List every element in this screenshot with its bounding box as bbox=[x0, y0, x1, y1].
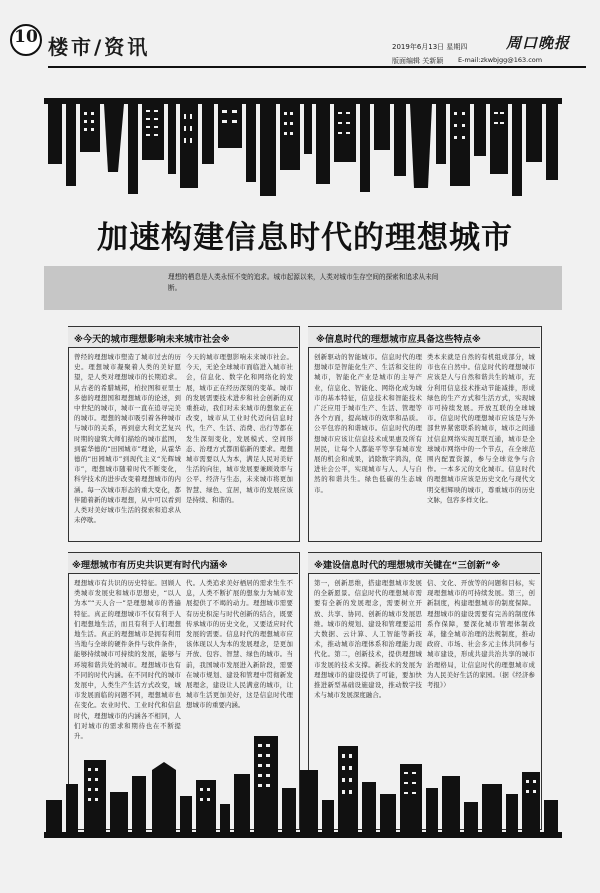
intro-text: 理想的栖息是人类永恒不变的追求。城市起源以来，人类对城市生存空间的探索和追求从未间断。 bbox=[168, 273, 439, 292]
section-title-4: ※建设信息时代的理想城市关键在“三创新”※ bbox=[314, 560, 501, 571]
header-rule bbox=[48, 66, 586, 68]
page-header bbox=[0, 0, 600, 70]
section-title-3: ※理想城市有历史共识更有时代内涵※ bbox=[72, 560, 228, 571]
bottom-cityscape-illustration bbox=[44, 700, 562, 840]
section-4-column-2: 信、文化、开放等的问题和目标，实现理想城市的可持续发展。第三，创新制度，构建理想城市的制度保障。理想城市的建设需要有完善的制度体系作保障，要深化城市管理体制改革，健全城市治理的法规制度，推动政府、市场、社会多元主体共同参与城市建设，形成共建共治共享的城市治理格局，让信息时代的理想城市成为人民美好生活的家园。（据《经济参考报》） bbox=[427, 579, 535, 690]
section-title-2: ※信息时代的理想城市应具备这些特点※ bbox=[316, 334, 481, 345]
section-1-column-1: 曾经的理想城市塑造了城市过去的历史。理想城市凝聚着人类的美好愿望，是人类对理想城市的长期追求。从古老的希腊城邦，柏拉图和亚里士多德的理想国和理想城市的论述，到中世纪的城市，城市一直在追寻完美的城市。理想的城市吸引着各种城市与城市的关系，再到意大利文艺复兴时期的建筑大师们描绘的城市蓝图，到霍华德的“田园城市”理论，从霍华德的“田园城市”到现代主义“光辉城市”，理想城市随着时代不断变化，科学技术的进步改变着理想城市的内涵。每一次城市形态的重大变化，都伴随着新的城市理想，从中可以看到人类对美好城市生活的探索和追求从未停歇。 bbox=[74, 353, 181, 525]
issue-date: 2019年6月13日 星期四 bbox=[392, 43, 468, 51]
section-1-column-2: 今天的城市理想影响未来城市社会。今天，无论全球城市面临进入城市社会，信息化、数字化和网络化的发展，城市正在经历深刻的变革。城市的发展需要技术进步和社会创新的双重推动，我们对未来城市的想象正在改变，城市从工业时代迈向信息时代，生产、生活、消费、出行等都在发生深刻变化，发展模式、空间形态、治理方式都面临新的要求。理想城市需要以人为本，满足人民对美好生活的向往，城市发展要兼顾效率与公平、经济与生态，未来城市将更加智慧、绿色、宜居，城市的发展应该是持续、和谐的。 bbox=[186, 353, 293, 504]
section-2-column-1: 创新驱动的智能城市。信息时代的理想城市是智能化生产、生活和交往的城市，智能化产业是城市的主导产业，信息化、智能化、网络化成为城市的基本特征，信息技术和智能技术广泛应用于城市生产、生活、管理等各个方面，提高城市的效率和品质。公平包容的和谐城市。信息时代的理想城市应该让信息技术成果惠及所有居民，让每个人都能平等享有城市发展的机会和成果，消除数字鸿沟，促进社会公平，实现城市与人、人与自然的和谐共生。绿色低碳的生态城市。 bbox=[314, 353, 422, 494]
section-4-column-1: 第一，创新思维，搭建理想城市发展的全新愿景。信息时代的理想城市需要有全新的发展理念，需要树立开放、共享、协同、创新的城市发展思维。城市的规划、建设和管理要运用大数据、云计算、人工智能等新技术，推动城市治理体系和治理能力现代化。第二，创新技术，提供理想城市发展的技术支撑。新技术的发展为理想城市的建设提供了可能，要加快推进新型基础设施建设，推动数字技术与城市发展深度融合。 bbox=[314, 579, 422, 700]
newspaper-logo: 周口晚报 bbox=[506, 34, 571, 52]
contact-email: E-mail:zkwbjgg@163.com bbox=[458, 56, 543, 64]
top-cityscape-illustration bbox=[44, 98, 562, 198]
section-title: 楼市/资讯 bbox=[48, 35, 151, 59]
page-editor: 版面编辑 关新颖 bbox=[392, 57, 444, 65]
section-3-column-1: 理想城市有共识的历史特征。回顾人类城市发展史和城市思想史，“以人为本”“天人合一”是理想城市的普遍特征。真正的理想城市不仅有利于人们理想地生活，而且有利于人们理想地生活。真正的理想城市是拥有利用当地与全球的硬件条件与软件条件，能够持续城市可持续的发展，能够与环境和谐共处的城市。理想城市也有不同的时代内涵。在不同时代的城市发展中，人类生产生活方式改变，城市发展面临的问题不同，理想城市也在变化。农业时代、工业时代和信息时代，理想城市的内涵各不相同，人们对城市的需求和期待也在不断提升。 bbox=[74, 579, 181, 741]
section-title-1: ※今天的城市理想影响未来城市社会※ bbox=[74, 334, 230, 345]
page-number: 10 bbox=[14, 27, 38, 47]
section-3-column-2: 代。人类追求美好栖居的需求生生不息，人类不断扩展的想象力为城市发展提供了不竭的动力。理想城市需要有历史积淀与时代创新的结合，既要传承城市的历史文化，又要适应时代发展的需要。信息时代的理想城市应该体现以人为本的发展理念，是更加开放、包容、智慧、绿色的城市。当前，我国城市发展进入新阶段，需要在城市规划、建设和管理中贯彻新发展理念，建设让人民满意的城市，让城市生活更加美好，这是信息时代理想城市的重要内涵。 bbox=[186, 579, 293, 710]
feature-title: 加速构建信息时代的理想城市 bbox=[97, 220, 513, 256]
section-2-column-2: 类本来就是自然的有机组成部分，城市也在自然中。信息时代的理想城市应该是人与自然和谐共生的城市，充分利用信息技术推动节能减排，形成绿色的生产方式和生活方式，实现城市可持续发展。开放互联的全球城市。信息时代的理想城市应该是与外部世界紧密联系的城市，城市之间通过信息网络实现互联互通，城市是全球城市网络中的一个节点，在全球范围内配置资源，参与全球竞争与合作。一本多元的文化城市。信息时代的理想城市应该是历史文化与现代文明交相辉映的城市，尊重城市的历史文脉，包容多样文化。 bbox=[427, 353, 535, 504]
